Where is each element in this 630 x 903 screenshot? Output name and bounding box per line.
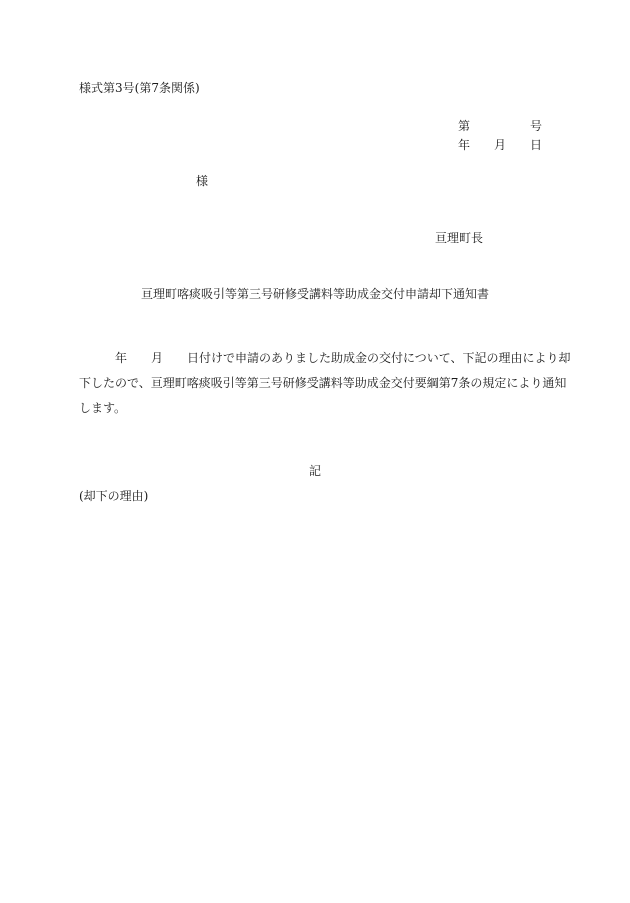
document-date-row <box>458 139 542 153</box>
body-line-1-text: 日付けで申請のありました助成金の交付について、下記の理由により却 <box>187 351 571 365</box>
record-heading: 記 <box>308 464 321 478</box>
body-line-3: します。 <box>79 401 127 415</box>
date-day: 日 <box>530 138 543 152</box>
form-label: 様式第3号(第7条関係) <box>79 81 200 95</box>
number-suffix: 号 <box>530 119 543 133</box>
body-paragraph <box>79 346 571 421</box>
issuer-name: 亘理町長 <box>435 231 484 245</box>
document-number-row <box>458 120 542 134</box>
date-year: 年 <box>458 138 471 152</box>
date-month: 月 <box>494 138 507 152</box>
rejection-reason-label: (却下の理由) <box>79 489 149 503</box>
body-month: 月 <box>151 351 164 365</box>
document-title: 亘理町喀痰吸引等第三号研修受講料等助成金交付申請却下通知書 <box>140 287 489 301</box>
body-line-1 <box>79 346 571 371</box>
addressee: 様 <box>196 174 209 188</box>
body-line-2: 下したので、亘理町喀痰吸引等第三号研修受講料等助成金交付要綱第7条の規定により通知 <box>79 376 567 390</box>
body-year: 年 <box>115 351 128 365</box>
number-prefix: 第 <box>458 119 471 133</box>
